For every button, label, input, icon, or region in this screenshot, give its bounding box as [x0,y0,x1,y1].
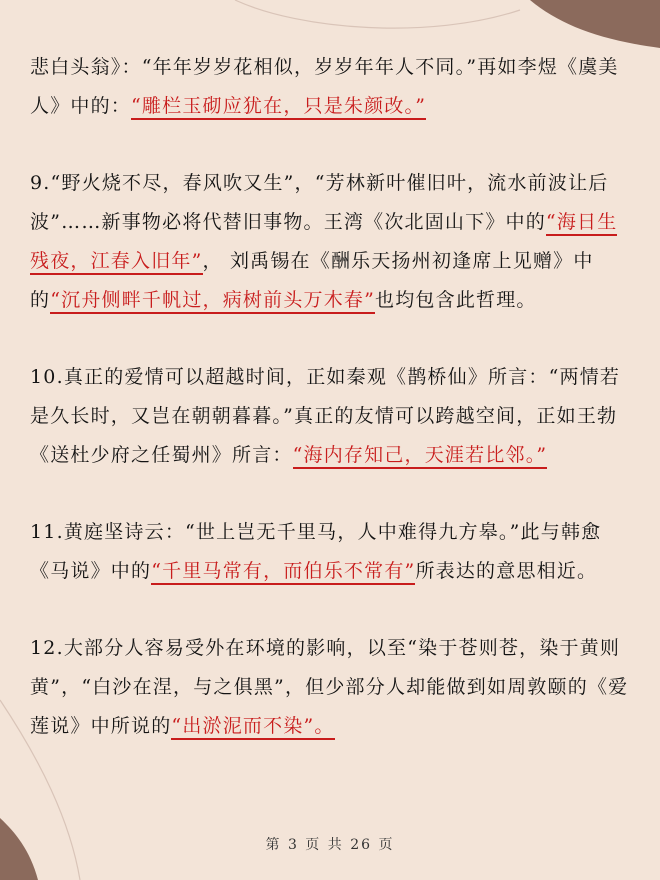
paragraph-p-continued [30,48,632,126]
highlighted-quote: “海内存知己，天涯若比邻。” [293,444,548,469]
body-text: 也均包含此哲理。 [375,289,537,311]
paragraph-p-12 [30,629,632,746]
highlighted-quote: “出淤泥而不染”。 [171,715,334,740]
body-text: 11.黄庭坚诗云：“世上岂无千里马，人中难得九方皋。”此与韩愈《马说》中的 [30,521,602,582]
highlighted-quote: “雕栏玉砌应犹在，只是朱颜改。” [131,95,426,120]
paragraph-p-9 [30,164,632,320]
body-text: 12.大部分人容易受外在环境的影响，以至“染于苍则苍，染于黄则黄”，“白沙在涅，与之俱黑”，但少部分人却能做到如周敦颐的《爱莲说》中所说的 [30,637,629,737]
body-text: 9.“野火烧不尽，春风吹又生”，“芳林新叶催旧叶，流水前波让后波”……新事物必将代替旧事物。王湾《次北固山下》中的 [30,172,609,233]
highlighted-quote: “沉舟侧畔千帆过，病树前头万木春” [50,289,375,314]
highlighted-quote: “千里马常有，而伯乐不常有” [151,560,415,585]
top-right-arc-line [235,0,520,28]
page-footer: 第 3 页 共 26 页 [265,837,395,853]
document-page [30,48,632,784]
body-text: 悲白头翁》：“年年岁岁花相似，岁岁年年人不同。”再如李煜《虞美人》中的： [30,56,619,117]
body-text: 所表达的意思相近。 [415,560,598,582]
body-text: ， 刘禹锡在《酬乐天扬州初逢席上见赠》中的 [30,250,594,311]
highlighted-quote: “海日生残夜，江春入旧年” [30,211,617,275]
paragraph-p-10 [30,358,632,475]
body-text: 10.真正的爱情可以超越时间，正如秦观《鹊桥仙》所言：“两情若是久长时，又岂在朝朝暮暮。”真正的友情可以跨越空间，正如王勃《送杜少府之任蜀州》所言： [30,366,621,466]
top-right-corner-shape [530,0,660,48]
paragraph-p-11 [30,513,632,591]
